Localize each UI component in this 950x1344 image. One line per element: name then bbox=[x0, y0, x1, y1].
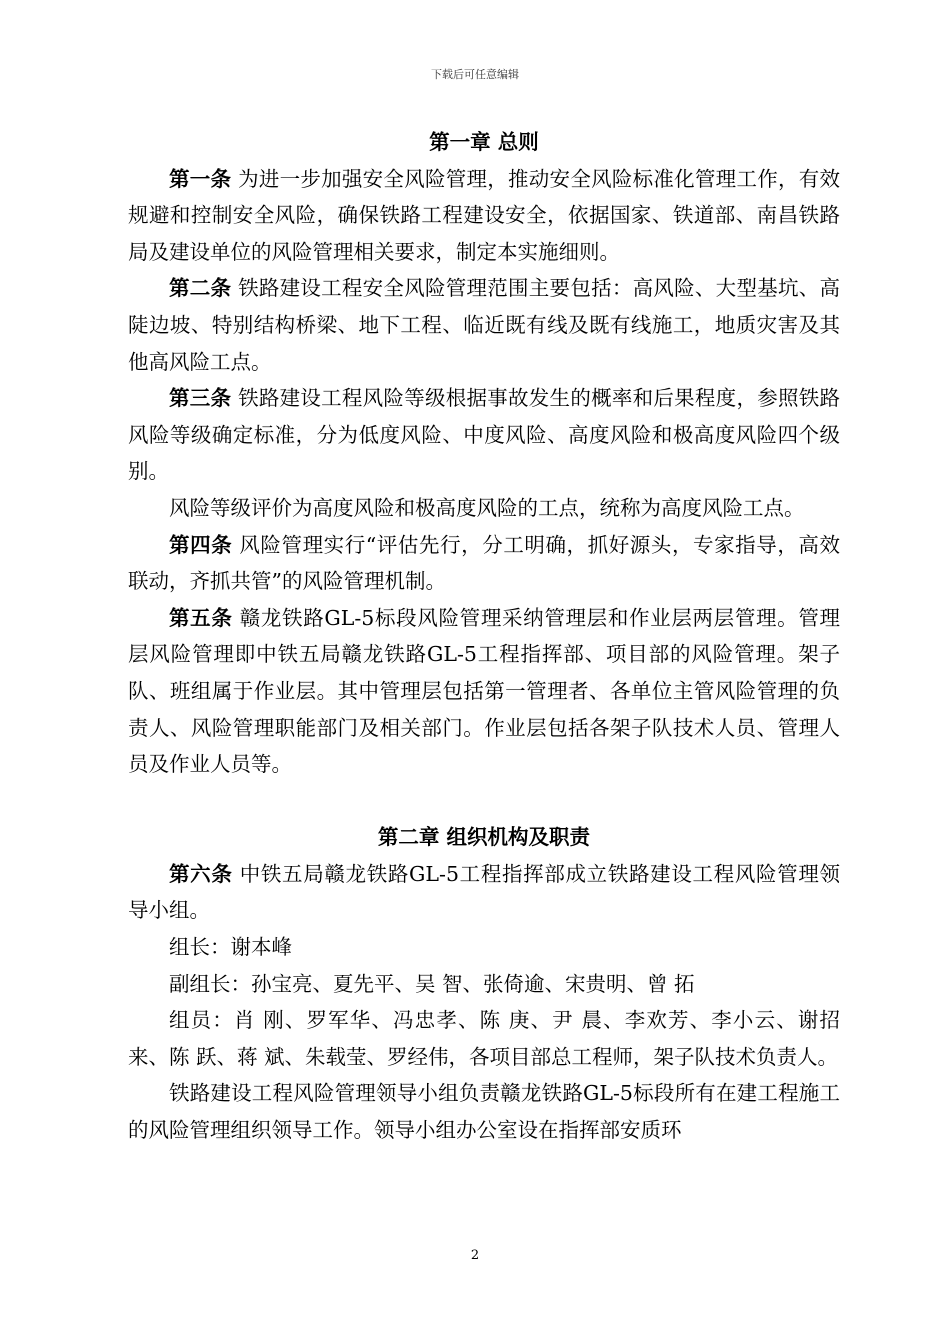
article-3 bbox=[128, 380, 840, 490]
article-6 bbox=[128, 856, 840, 929]
article-text: 为进一步加强安全风险管理，推动安全风险标准化管理工作，有效规避和控制安全风险，确保铁路工程建设安全，依据国家、铁道部、南昌铁路局及建设单位的风险管理相关要求，制定本实施细则。 bbox=[128, 166, 841, 264]
article-4 bbox=[128, 527, 840, 600]
article-text: 中铁五局赣龙铁路GL-5工程指挥部成立铁路建设工程风险管理领导小组。 bbox=[128, 861, 841, 923]
group-members: 组员：肖 刚、罗军华、冯忠孝、陈 庚、尹 晨、李欢芳、李小云、谢招来、陈 跃、蒋 斌、朱载莹、罗经伟，各项目部总工程师，架子队技术负责人。 bbox=[128, 1008, 840, 1069]
chapter-1-title: 第一章 总则 bbox=[429, 130, 539, 154]
article-3-note: 风险等级评价为高度风险和极高度风险的工点，统称为高度风险工点。 bbox=[169, 495, 805, 520]
article-label: 第五条 bbox=[169, 605, 233, 630]
article-2 bbox=[128, 270, 840, 380]
page-number: 2 bbox=[470, 1248, 480, 1263]
article-label: 第一条 bbox=[169, 166, 232, 191]
article-text: 铁路建设工程风险等级根据事故发生的概率和后果程度，参照铁路风险等级确定标准，分为低度风险、中度风险、高度风险和极高度风险四个级别。 bbox=[128, 386, 841, 484]
article-label: 第四条 bbox=[169, 532, 233, 557]
article-text: 风险管理实行“评估先行，分工明确，抓好源头，专家指导，高效联动，齐抓共管”的风险管理机制。 bbox=[128, 532, 840, 594]
article-label: 第六条 bbox=[169, 861, 233, 886]
article-text: 铁路建设工程安全风险管理范围主要包括：高风险、大型基坑、高陡边坡、特别结构桥梁、地下工程、临近既有线及既有线施工，地质灾害及其他高风险工点。 bbox=[128, 276, 841, 374]
group-deputies: 副组长：孙宝亮、夏先平、吴 智、张倚逾、宋贵明、曾 拓 bbox=[169, 971, 695, 996]
group-leader: 组长：谢本峰 bbox=[169, 935, 292, 960]
section-spacer bbox=[128, 783, 840, 820]
page-header: 下载后可任意编辑 bbox=[431, 68, 519, 81]
article-text: 赣龙铁路GL-5标段风险管理采纳管理层和作业层两层管理。管理层风险管理即中铁五局赣龙铁路GL-5工程指挥部、项目部的风险管理。架子队、班组属于作业层。其中管理层包括第一管理者、各单位主管风险管理的负责人、风险管理职能部门及相关部门。作业层包括各架子队技术人员、管理人员及作业人员等。 bbox=[128, 605, 841, 777]
group-duty: 铁路建设工程风险管理领导小组负责赣龙铁路GL-5标段所有在建工程施工的风险管理组织领导工作。领导小组办公室设在指挥部安质环 bbox=[128, 1081, 840, 1143]
document-body bbox=[128, 124, 840, 1149]
chapter-2-title: 第二章 组织机构及职责 bbox=[377, 825, 591, 850]
article-5 bbox=[128, 600, 840, 783]
article-label: 第三条 bbox=[169, 386, 232, 411]
article-label: 第二条 bbox=[169, 276, 232, 301]
article-1 bbox=[128, 161, 840, 271]
